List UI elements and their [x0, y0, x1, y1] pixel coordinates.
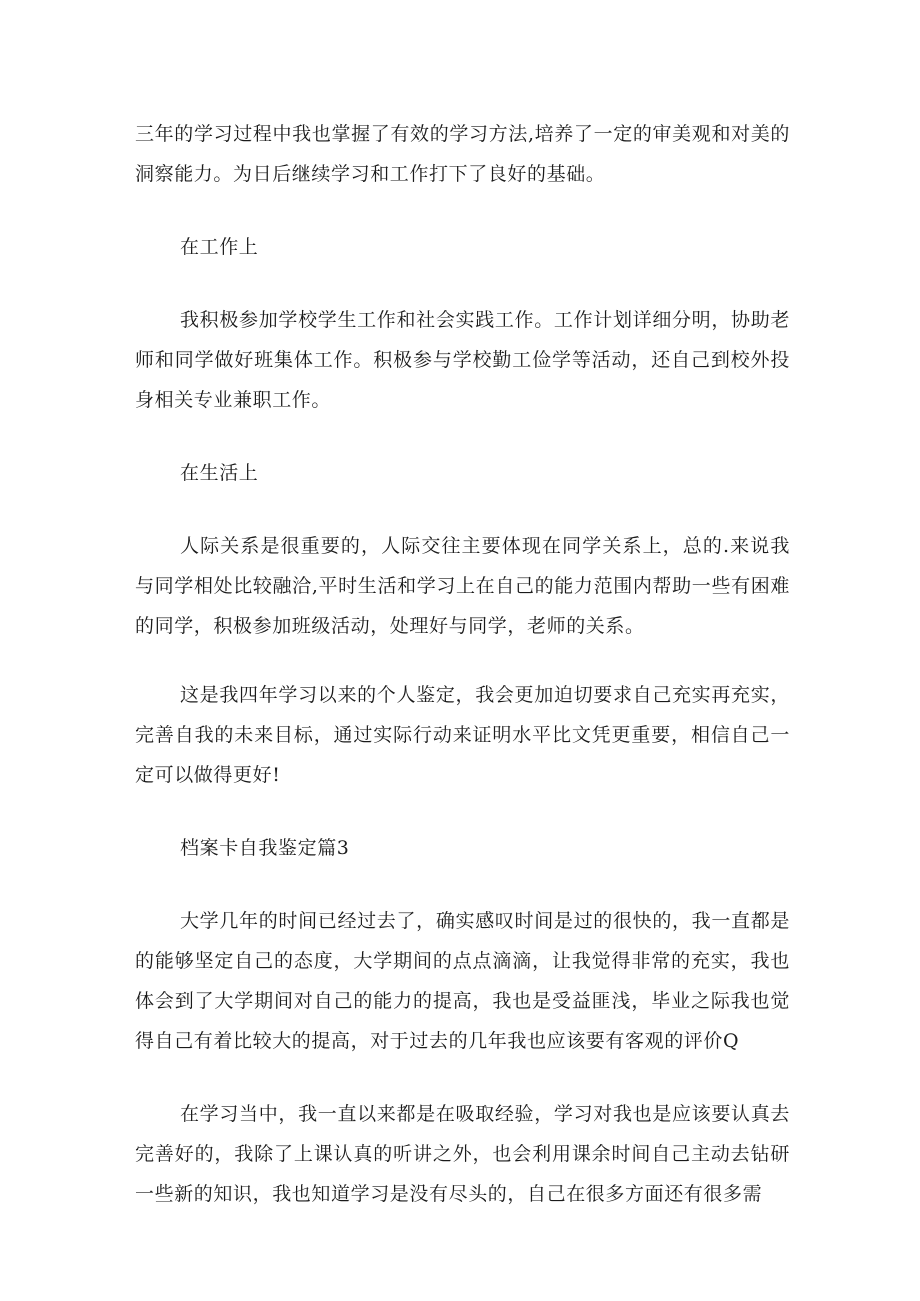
paragraph-college: 大学几年的时间已经过去了，确实感叹时间是过的很快的，我一直都是的能够坚定自己的态度，大学期间的点点滴滴，让我觉得非常的充实，我也体会到了大学期间对自己的能力的提高，我也是受益匪浅，毕业之际我也觉得自己有着比较大的提高，对于过去的几年我也应该要有客观的评价Q	[135, 910, 790, 1052]
paragraph-study: 在学习当中，我一直以来都是在吸取经验，学习对我也是应该要认真去完善好的，我除了上课认真的听讲之外，也会利用课余时间自己主动去钻研一些新的知识，我也知道学习是没有尽头的，自己在很多方面还有很多需	[135, 1103, 790, 1205]
paragraph-work: 我积极参加学校学生工作和社会实践工作。工作计划详细分明，协助老师和同学做好班集体工作。积极参与学校勤工俭学等活动，还自己到校外投身相关专业兼职工作。	[135, 309, 790, 411]
paragraph-study-methods: 三年的学习过程中我也掌握了有效的学习方法,培养了一定的审美观和对美的洞察能力。为日后继续学习和工作打下了良好的基础。	[135, 123, 790, 185]
paragraph-summary: 这是我四年学习以来的个人鉴定，我会更加迫切要求自己充实再充实，完善自我的未来目标，通过实际行动来证明水平比文凭更重要，相信自己一定可以做得更好!	[135, 684, 790, 786]
heading-work: 在工作上	[180, 236, 259, 258]
document-body	[135, 114, 790, 1214]
heading-life: 在生活上	[180, 462, 259, 484]
paragraph-life: 人际关系是很重要的，人际交往主要体现在同学关系上，总的.来说我与同学相处比较融洽,平时生活和学习上在自己的能力范围内帮助一些有困难的同学，积极参加班级活动，处理好与同学，老师的关系。	[135, 535, 790, 637]
heading-article-3: 档案卡自我鉴定篇3	[180, 837, 350, 859]
